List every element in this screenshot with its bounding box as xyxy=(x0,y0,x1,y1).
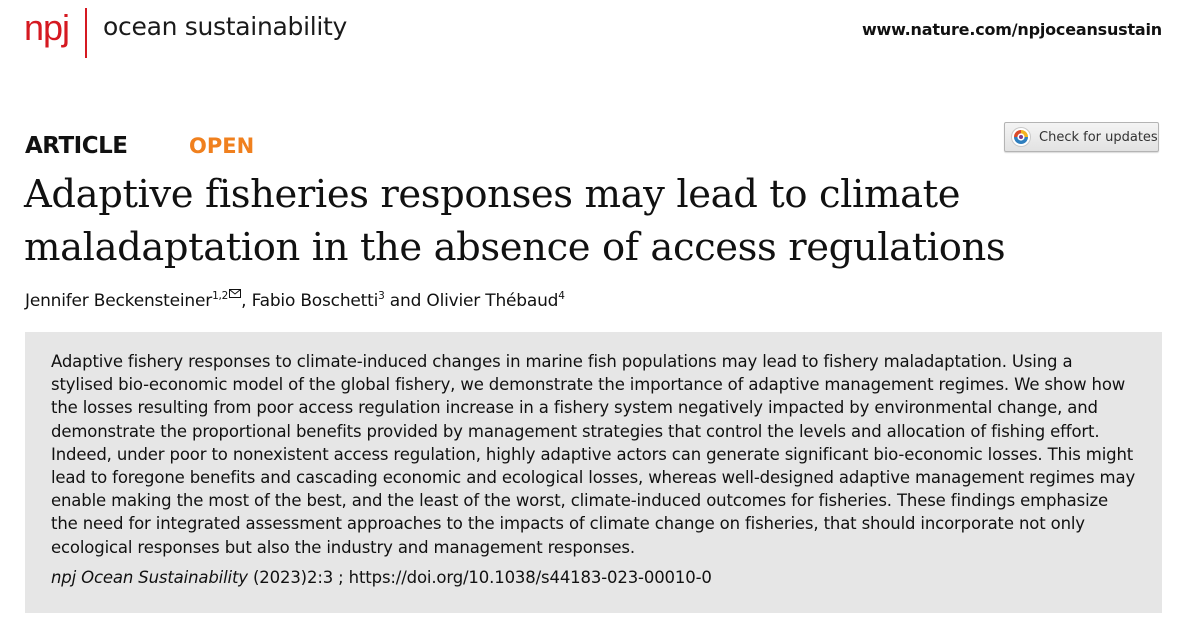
journal-name: ocean sustainability xyxy=(103,12,348,41)
journal-logo[interactable] xyxy=(24,8,347,58)
abstract-text: Adaptive fishery responses to climate-induced changes in marine fish populations may lead to fishery maladaptation. Using a stylised bio-economic model of the global fishery, we demonstrate the importance of adaptive management regimes. We show how the losses resulting from poor access regulation increase in a fishery system negatively impacted by environmental change, and demonstrate the proportional benefits provided by management strategies that control the levels and allocation of fishing effort. Indeed, under poor to nonexistent access regulation, highly adaptive actors can generate significant bio-economic losses. This might lead to foregone benefits and cascading economic and ecological losses, whereas well-designed adaptive management regimes may enable making the most of the best, and the least of the worst, climate-induced outcomes for fisheries. These findings emphasize the need for integrated assessment approaches to the impacts of climate change on fisheries, that should incorporate not only ecological responses but also the industry and management responses. xyxy=(51,352,1136,557)
article-type: ARTICLE xyxy=(25,133,128,159)
check-updates-label: Check for updates xyxy=(1039,129,1158,145)
logo-divider xyxy=(85,8,87,58)
author-list xyxy=(25,289,565,311)
check-updates-icon xyxy=(1011,127,1031,147)
author-separator: , xyxy=(241,291,252,311)
author-name[interactable]: Olivier Thébaud xyxy=(426,291,559,311)
author-name[interactable]: Jennifer Beckensteiner xyxy=(25,291,213,311)
author-affiliation[interactable]: 1,2 xyxy=(212,290,229,302)
citation xyxy=(51,568,1138,587)
abstract-box xyxy=(25,332,1162,613)
open-access-badge: OPEN xyxy=(189,134,255,158)
check-for-updates-button[interactable] xyxy=(1004,122,1159,152)
author-name[interactable]: Fabio Boschetti xyxy=(251,291,379,311)
citation-details[interactable]: (2023)2:3 ; https://doi.org/10.1038/s44183-023-00010-0 xyxy=(247,567,712,587)
author-affiliation[interactable]: 4 xyxy=(558,290,565,302)
mail-icon[interactable] xyxy=(229,289,241,298)
npj-logo-text: npj xyxy=(24,7,70,48)
article-title: Adaptive fisheries responses may lead to climate maladaptation in the absence of access regulations xyxy=(24,172,1006,270)
citation-journal: npj Ocean Sustainability xyxy=(51,567,248,587)
author-separator: and xyxy=(384,291,427,311)
journal-url-link[interactable]: www.nature.com/npjoceansustain xyxy=(861,20,1162,39)
author-affiliation[interactable]: 3 xyxy=(378,290,385,302)
